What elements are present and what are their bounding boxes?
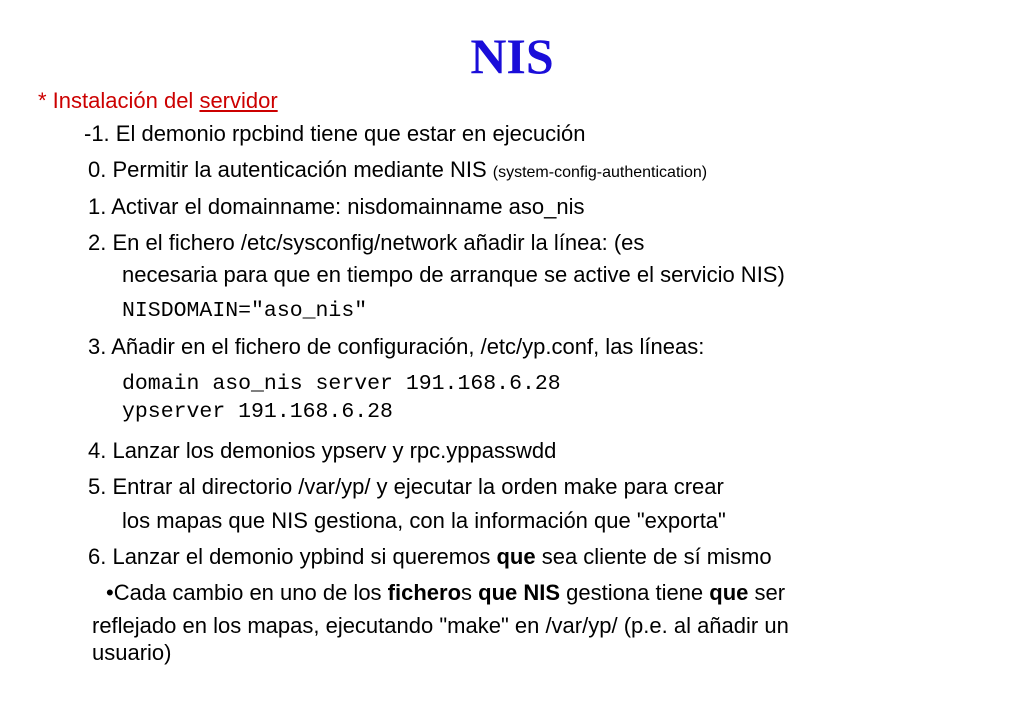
note-line-1 (106, 579, 785, 607)
step-6-pre: 6. Lanzar el demonio ypbind si queremos (88, 544, 497, 569)
section-heading (38, 87, 278, 115)
step-0-note: (system-config-authentication) (492, 164, 708, 181)
note-text-1: •Cada cambio en uno de los (106, 580, 388, 605)
note-bold-3: que (709, 580, 749, 605)
note-text-4: ser (748, 580, 786, 605)
step-0 (88, 156, 707, 187)
note-text-2: s (461, 580, 479, 605)
note-line-3: usuario) (92, 640, 172, 665)
code-domain-line: domain aso_nis server 191.168.6.28 (122, 372, 561, 396)
step-minus-1: -1. El demonio rpcbind tiene que estar en ejecución (84, 121, 586, 146)
note-text-3: gestiona tiene (560, 580, 710, 605)
step-6-post: sea cliente de sí mismo (535, 544, 772, 569)
code-nisdomain: NISDOMAIN="aso_nis" (122, 299, 368, 323)
code-ypserver-line: ypserver 191.168.6.28 (122, 400, 393, 424)
step-5-line-1: 5. Entrar al directorio /var/yp/ y ejecutar la orden make para crear (88, 474, 724, 499)
servidor-link[interactable]: servidor (199, 88, 278, 113)
page-title: NIS (470, 28, 554, 84)
step-4: 4. Lanzar los demonios ypserv y rpc.yppasswdd (88, 438, 557, 463)
note-line-2: reflejado en los mapas, ejecutando "make" en /var/yp/ (p.e. al añadir un (92, 613, 789, 638)
step-6-bold: que (496, 544, 536, 569)
step-1: 1. Activar el domainname: nisdomainname aso_nis (88, 194, 585, 219)
step-0-text: 0. Permitir la autenticación mediante NIS (88, 157, 493, 182)
step-2-line-2: necesaria para que en tiempo de arranque se active el servicio NIS) (122, 262, 785, 287)
step-6 (88, 543, 772, 571)
note-bold-1: fichero (387, 580, 462, 605)
step-2-line-1: 2. En el fichero /etc/sysconfig/network añadir la línea: (es (88, 230, 645, 255)
step-3: 3. Añadir en el fichero de configuración, /etc/yp.conf, las líneas: (88, 334, 705, 359)
step-5-line-2: los mapas que NIS gestiona, con la información que "exporta" (122, 508, 726, 533)
heading-bullet: * Instalación del (38, 88, 200, 113)
note-bold-2: que NIS (478, 580, 561, 605)
